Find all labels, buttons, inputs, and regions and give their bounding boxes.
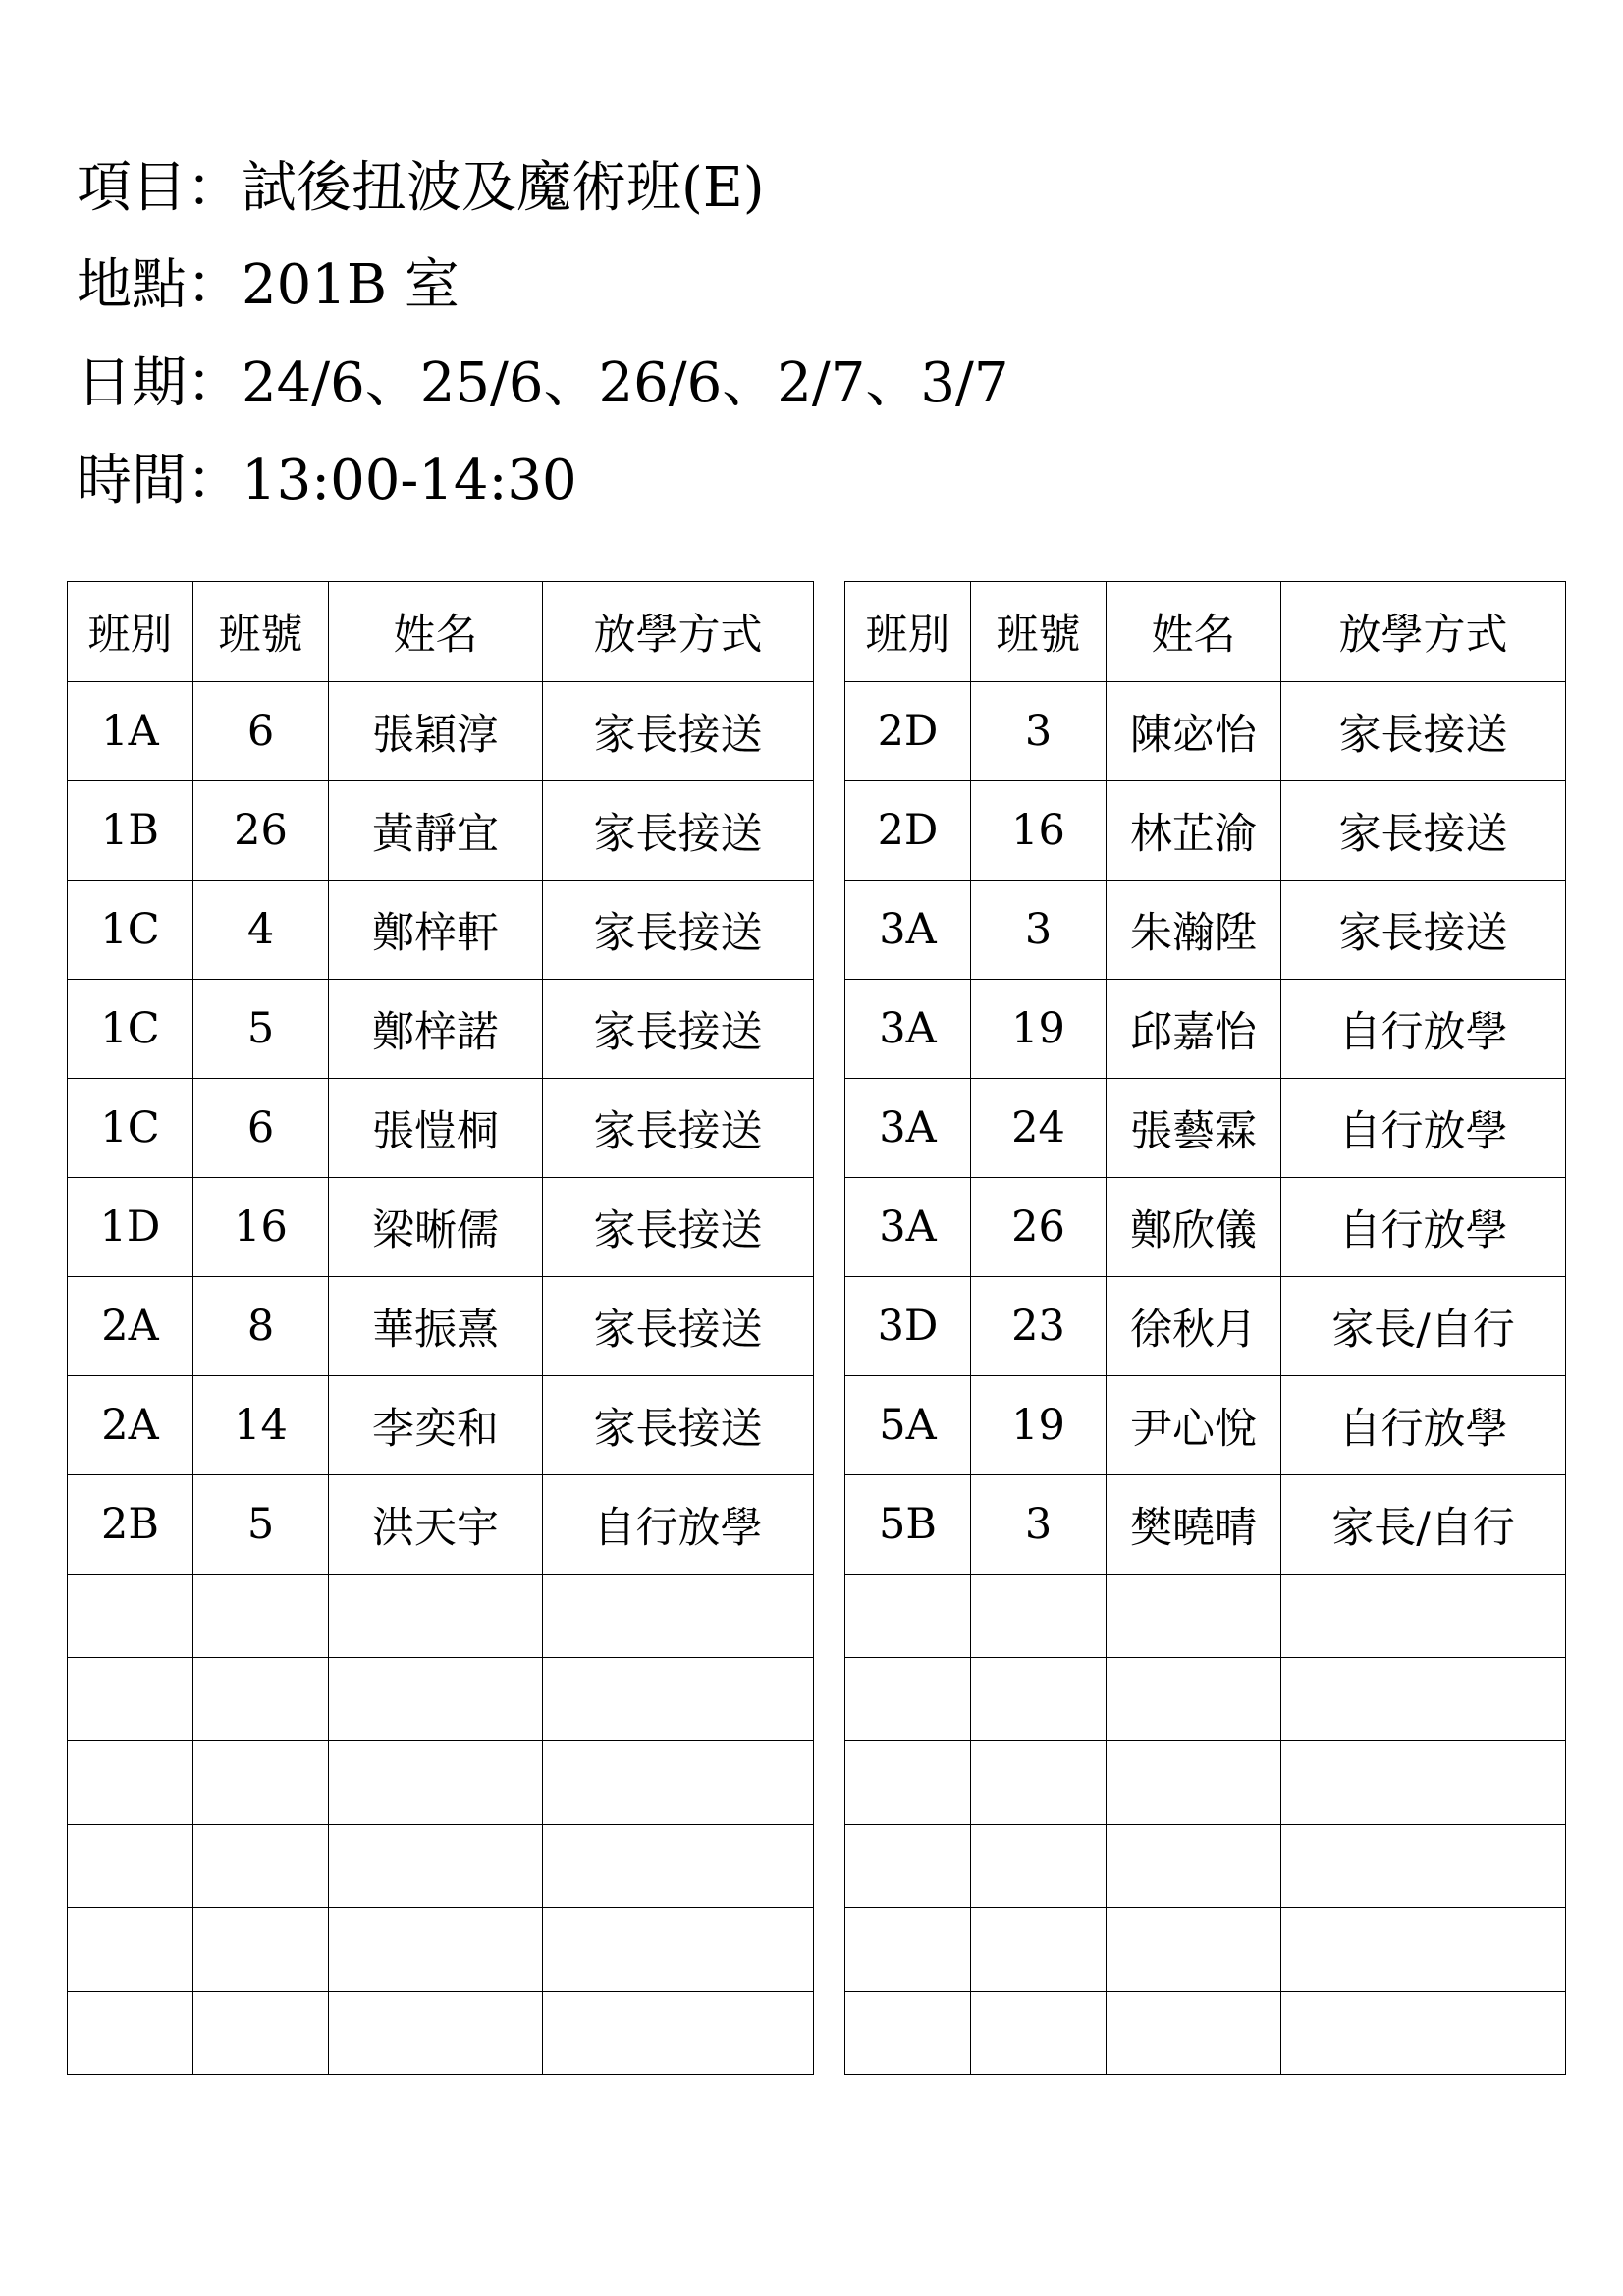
empty-row xyxy=(68,1992,814,2075)
name-cell: 尹心悅 xyxy=(1107,1376,1281,1475)
empty-cell xyxy=(971,1992,1107,2075)
empty-cell xyxy=(971,1741,1107,1825)
location-line xyxy=(77,251,460,320)
empty-row xyxy=(68,1658,814,1741)
name-cell: 梁晰儒 xyxy=(329,1178,543,1277)
dismissal-cell: 家長接送 xyxy=(543,1277,814,1376)
class-cell: 5B xyxy=(845,1475,971,1575)
empty-cell xyxy=(845,1992,971,2075)
location-colon: ： xyxy=(187,253,242,317)
number-cell: 16 xyxy=(193,1178,329,1277)
column-header: 放學方式 xyxy=(543,582,814,682)
time-line xyxy=(77,447,577,515)
empty-row xyxy=(68,1741,814,1825)
number-cell: 23 xyxy=(971,1277,1107,1376)
table-row xyxy=(68,1376,814,1475)
empty-cell xyxy=(845,1741,971,1825)
name-cell: 陳宓怡 xyxy=(1107,682,1281,781)
empty-cell xyxy=(68,1741,193,1825)
empty-row xyxy=(68,1825,814,1908)
dismissal-cell: 家長接送 xyxy=(543,1079,814,1178)
location-label: 地點 xyxy=(77,253,187,317)
table-row xyxy=(845,682,1566,781)
class-cell: 1C xyxy=(68,1079,193,1178)
table-row xyxy=(68,781,814,881)
column-header: 放學方式 xyxy=(1281,582,1566,682)
empty-cell xyxy=(1281,1825,1566,1908)
header-row xyxy=(68,582,814,682)
name-cell: 李奕和 xyxy=(329,1376,543,1475)
time-label: 時間 xyxy=(77,449,187,512)
dates-value: 24/6、25/6、26/6、2/7、3/7 xyxy=(242,351,1009,415)
number-cell: 6 xyxy=(193,1079,329,1178)
empty-cell xyxy=(971,1908,1107,1992)
empty-cell xyxy=(329,1575,543,1658)
name-cell: 張愷桐 xyxy=(329,1079,543,1178)
empty-cell xyxy=(971,1825,1107,1908)
empty-cell xyxy=(1281,1741,1566,1825)
empty-cell xyxy=(1107,1825,1281,1908)
student-table-right xyxy=(844,581,1566,2075)
class-cell: 2B xyxy=(68,1475,193,1575)
name-cell: 徐秋月 xyxy=(1107,1277,1281,1376)
class-cell: 5A xyxy=(845,1376,971,1475)
number-cell: 6 xyxy=(193,682,329,781)
column-header: 班別 xyxy=(845,582,971,682)
name-cell: 林芷渝 xyxy=(1107,781,1281,881)
dismissal-cell: 家長接送 xyxy=(543,980,814,1079)
name-cell: 樊曉晴 xyxy=(1107,1475,1281,1575)
dismissal-cell: 自行放學 xyxy=(543,1475,814,1575)
dismissal-cell: 自行放學 xyxy=(1281,980,1566,1079)
name-cell: 邱嘉怡 xyxy=(1107,980,1281,1079)
dates-colon: ： xyxy=(187,351,242,415)
table-row xyxy=(845,1376,1566,1475)
student-table-left xyxy=(67,581,814,2075)
dismissal-cell: 自行放學 xyxy=(1281,1178,1566,1277)
class-cell: 2A xyxy=(68,1277,193,1376)
empty-cell xyxy=(68,1575,193,1658)
empty-cell xyxy=(1107,1992,1281,2075)
column-header: 班號 xyxy=(971,582,1107,682)
empty-row xyxy=(845,1575,1566,1658)
empty-cell xyxy=(193,1992,329,2075)
empty-cell xyxy=(971,1658,1107,1741)
class-cell: 3A xyxy=(845,980,971,1079)
class-cell: 3A xyxy=(845,1178,971,1277)
number-cell: 3 xyxy=(971,682,1107,781)
table-row xyxy=(68,980,814,1079)
table-row xyxy=(68,682,814,781)
empty-cell xyxy=(1281,1992,1566,2075)
dismissal-cell: 家長接送 xyxy=(1281,682,1566,781)
number-cell: 5 xyxy=(193,1475,329,1575)
table-row xyxy=(68,1277,814,1376)
empty-cell xyxy=(971,1575,1107,1658)
empty-cell xyxy=(543,1992,814,2075)
number-cell: 19 xyxy=(971,980,1107,1079)
time-colon: ： xyxy=(187,449,242,512)
empty-cell xyxy=(543,1908,814,1992)
empty-cell xyxy=(68,1825,193,1908)
empty-cell xyxy=(845,1575,971,1658)
empty-cell xyxy=(845,1825,971,1908)
column-header: 姓名 xyxy=(1107,582,1281,682)
empty-cell xyxy=(1107,1575,1281,1658)
empty-cell xyxy=(68,1908,193,1992)
empty-cell xyxy=(543,1658,814,1741)
class-cell: 3A xyxy=(845,1079,971,1178)
dismissal-cell: 自行放學 xyxy=(1281,1079,1566,1178)
project-colon: ： xyxy=(187,156,242,220)
empty-cell xyxy=(845,1908,971,1992)
name-cell: 鄭梓軒 xyxy=(329,881,543,980)
table-row xyxy=(845,1079,1566,1178)
empty-cell xyxy=(543,1741,814,1825)
dismissal-cell: 家長接送 xyxy=(543,682,814,781)
class-cell: 2D xyxy=(845,781,971,881)
header-row xyxy=(845,582,1566,682)
number-cell: 24 xyxy=(971,1079,1107,1178)
number-cell: 14 xyxy=(193,1376,329,1475)
class-cell: 2D xyxy=(845,682,971,781)
dismissal-cell: 家長/自行 xyxy=(1281,1475,1566,1575)
dates-line xyxy=(77,349,1009,418)
column-header: 姓名 xyxy=(329,582,543,682)
empty-cell xyxy=(543,1825,814,1908)
name-cell: 黃靜宜 xyxy=(329,781,543,881)
dismissal-cell: 家長接送 xyxy=(543,1376,814,1475)
empty-cell xyxy=(543,1575,814,1658)
empty-cell xyxy=(1281,1658,1566,1741)
table-row xyxy=(68,1178,814,1277)
table-row xyxy=(845,1178,1566,1277)
table-row xyxy=(68,881,814,980)
dismissal-cell: 家長接送 xyxy=(543,1178,814,1277)
project-line xyxy=(77,154,765,223)
dismissal-cell: 家長接送 xyxy=(543,781,814,881)
class-cell: 1A xyxy=(68,682,193,781)
empty-row xyxy=(845,1992,1566,2075)
empty-cell xyxy=(845,1658,971,1741)
time-value: 13:00-14:30 xyxy=(242,449,577,512)
number-cell: 5 xyxy=(193,980,329,1079)
empty-cell xyxy=(329,1825,543,1908)
name-cell: 張藝霖 xyxy=(1107,1079,1281,1178)
empty-row xyxy=(68,1908,814,1992)
number-cell: 19 xyxy=(971,1376,1107,1475)
empty-cell xyxy=(193,1741,329,1825)
class-cell: 3A xyxy=(845,881,971,980)
empty-cell xyxy=(329,1741,543,1825)
table-row xyxy=(845,980,1566,1079)
table-row xyxy=(845,1475,1566,1575)
name-cell: 華振熹 xyxy=(329,1277,543,1376)
name-cell: 朱瀚陞 xyxy=(1107,881,1281,980)
dismissal-cell: 家長/自行 xyxy=(1281,1277,1566,1376)
project-value: 試後扭波及魔術班(E) xyxy=(242,156,765,220)
dismissal-cell: 家長接送 xyxy=(1281,781,1566,881)
table-row xyxy=(68,1079,814,1178)
table-row xyxy=(845,1277,1566,1376)
column-header: 班別 xyxy=(68,582,193,682)
empty-cell xyxy=(1107,1908,1281,1992)
empty-cell xyxy=(68,1658,193,1741)
dates-label: 日期 xyxy=(77,351,187,415)
empty-cell xyxy=(1107,1658,1281,1741)
number-cell: 16 xyxy=(971,781,1107,881)
empty-cell xyxy=(193,1658,329,1741)
class-cell: 1D xyxy=(68,1178,193,1277)
number-cell: 4 xyxy=(193,881,329,980)
empty-cell xyxy=(193,1575,329,1658)
class-cell: 2A xyxy=(68,1376,193,1475)
empty-row xyxy=(845,1741,1566,1825)
name-cell: 鄭梓諾 xyxy=(329,980,543,1079)
empty-cell xyxy=(1107,1741,1281,1825)
project-label: 項目 xyxy=(77,156,187,220)
class-cell: 1C xyxy=(68,881,193,980)
number-cell: 8 xyxy=(193,1277,329,1376)
empty-cell xyxy=(1281,1575,1566,1658)
empty-cell xyxy=(329,1908,543,1992)
class-cell: 1C xyxy=(68,980,193,1079)
table-row xyxy=(845,881,1566,980)
empty-row xyxy=(845,1908,1566,1992)
empty-cell xyxy=(193,1908,329,1992)
dismissal-cell: 家長接送 xyxy=(543,881,814,980)
name-cell: 張穎淳 xyxy=(329,682,543,781)
empty-row xyxy=(68,1575,814,1658)
empty-cell xyxy=(329,1658,543,1741)
number-cell: 3 xyxy=(971,1475,1107,1575)
class-cell: 3D xyxy=(845,1277,971,1376)
empty-cell xyxy=(1281,1908,1566,1992)
dismissal-cell: 自行放學 xyxy=(1281,1376,1566,1475)
column-header: 班號 xyxy=(193,582,329,682)
number-cell: 3 xyxy=(971,881,1107,980)
empty-cell xyxy=(68,1992,193,2075)
number-cell: 26 xyxy=(971,1178,1107,1277)
table-row xyxy=(68,1475,814,1575)
name-cell: 洪天宇 xyxy=(329,1475,543,1575)
location-value: 201B 室 xyxy=(242,253,460,317)
number-cell: 26 xyxy=(193,781,329,881)
class-cell: 1B xyxy=(68,781,193,881)
name-cell: 鄭欣儀 xyxy=(1107,1178,1281,1277)
dismissal-cell: 家長接送 xyxy=(1281,881,1566,980)
empty-row xyxy=(845,1658,1566,1741)
empty-row xyxy=(845,1825,1566,1908)
empty-cell xyxy=(193,1825,329,1908)
empty-cell xyxy=(329,1992,543,2075)
table-row xyxy=(845,781,1566,881)
